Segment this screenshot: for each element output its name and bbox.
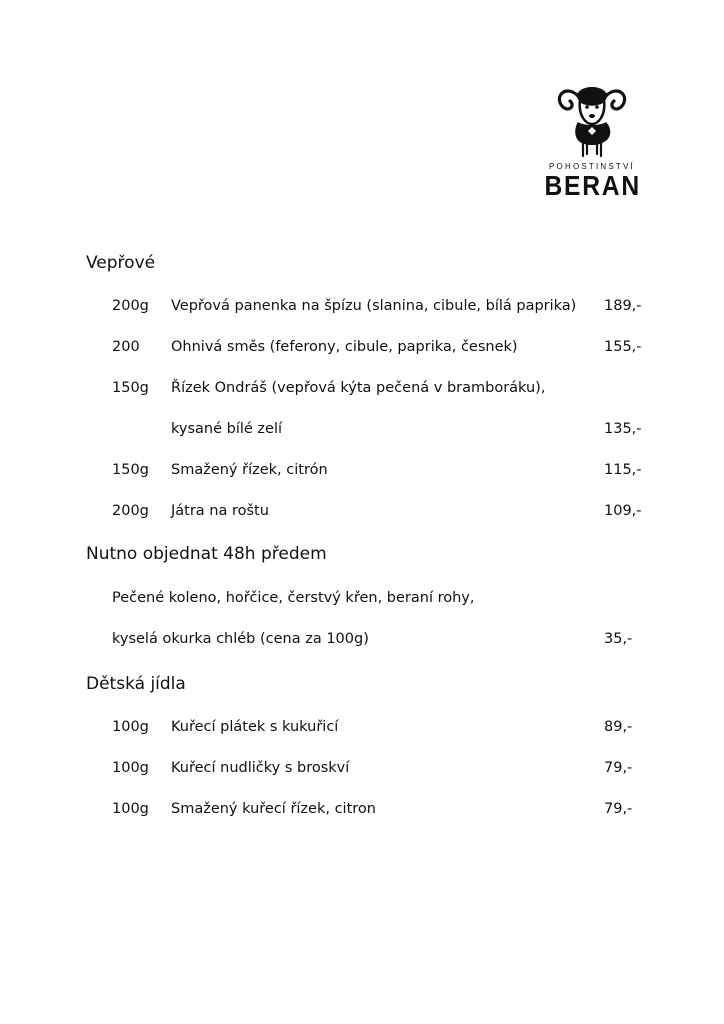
item-price: 115,- xyxy=(604,462,642,478)
menu-item xyxy=(0,590,724,612)
item-weight: 150g xyxy=(112,462,149,478)
menu-item xyxy=(0,339,724,361)
item-text: kyselá okurka chléb (cena za 100g) xyxy=(112,631,369,647)
menu-item xyxy=(0,462,724,484)
item-name: Vepřová panenka na špízu (slanina, cibule, bílá paprika) xyxy=(171,298,577,314)
menu-item xyxy=(0,503,724,525)
ram-head-icon xyxy=(556,82,628,158)
item-weight: 100g xyxy=(112,719,149,735)
section-title-advance-order: Nutno objednat 48h předem xyxy=(86,544,327,564)
logo-name: BERAN xyxy=(544,170,641,201)
logo-subtitle: POHOSTINSTVÍ xyxy=(549,162,635,171)
item-name: Řízek Ondráš (vepřová kýta pečená v bramboráku), xyxy=(171,380,546,396)
item-name: Smažený kuřecí řízek, citron xyxy=(171,801,376,817)
item-weight: 100g xyxy=(112,760,149,776)
item-weight: 200g xyxy=(112,503,149,519)
section-title-kids-meals: Dětská jídla xyxy=(86,674,186,694)
item-name: Ohnivá směs (feferony, cibule, paprika, česnek) xyxy=(171,339,518,355)
item-name: Kuřecí nudličky s broskví xyxy=(171,760,350,776)
item-weight: 200g xyxy=(112,298,149,314)
item-name: Játra na roštu xyxy=(171,503,269,519)
item-price: 155,- xyxy=(604,339,642,355)
menu-item xyxy=(0,719,724,741)
item-price: 109,- xyxy=(604,503,642,519)
menu-item xyxy=(0,631,724,653)
item-name: Kuřecí plátek s kukuřicí xyxy=(171,719,339,735)
section-title-veprove: Vepřové xyxy=(86,253,156,273)
item-price: 79,- xyxy=(604,760,633,776)
menu-item xyxy=(0,760,724,782)
item-weight: 100g xyxy=(112,801,149,817)
item-price: 79,- xyxy=(604,801,633,817)
restaurant-logo xyxy=(538,82,646,206)
item-text: Pečené koleno, hořčice, čerstvý křen, beraní rohy, xyxy=(112,590,475,606)
item-weight: 200 xyxy=(112,339,140,355)
menu-item xyxy=(0,801,724,823)
item-price: 89,- xyxy=(604,719,633,735)
item-price: 135,- xyxy=(604,421,642,437)
item-name: kysané bílé zelí xyxy=(171,421,283,437)
menu-item xyxy=(0,380,724,402)
item-name: Smažený řízek, citrón xyxy=(171,462,328,478)
menu-item xyxy=(0,421,724,443)
menu-item xyxy=(0,298,724,320)
item-price: 189,- xyxy=(604,298,642,314)
item-price: 35,- xyxy=(604,631,633,647)
item-weight: 150g xyxy=(112,380,149,396)
